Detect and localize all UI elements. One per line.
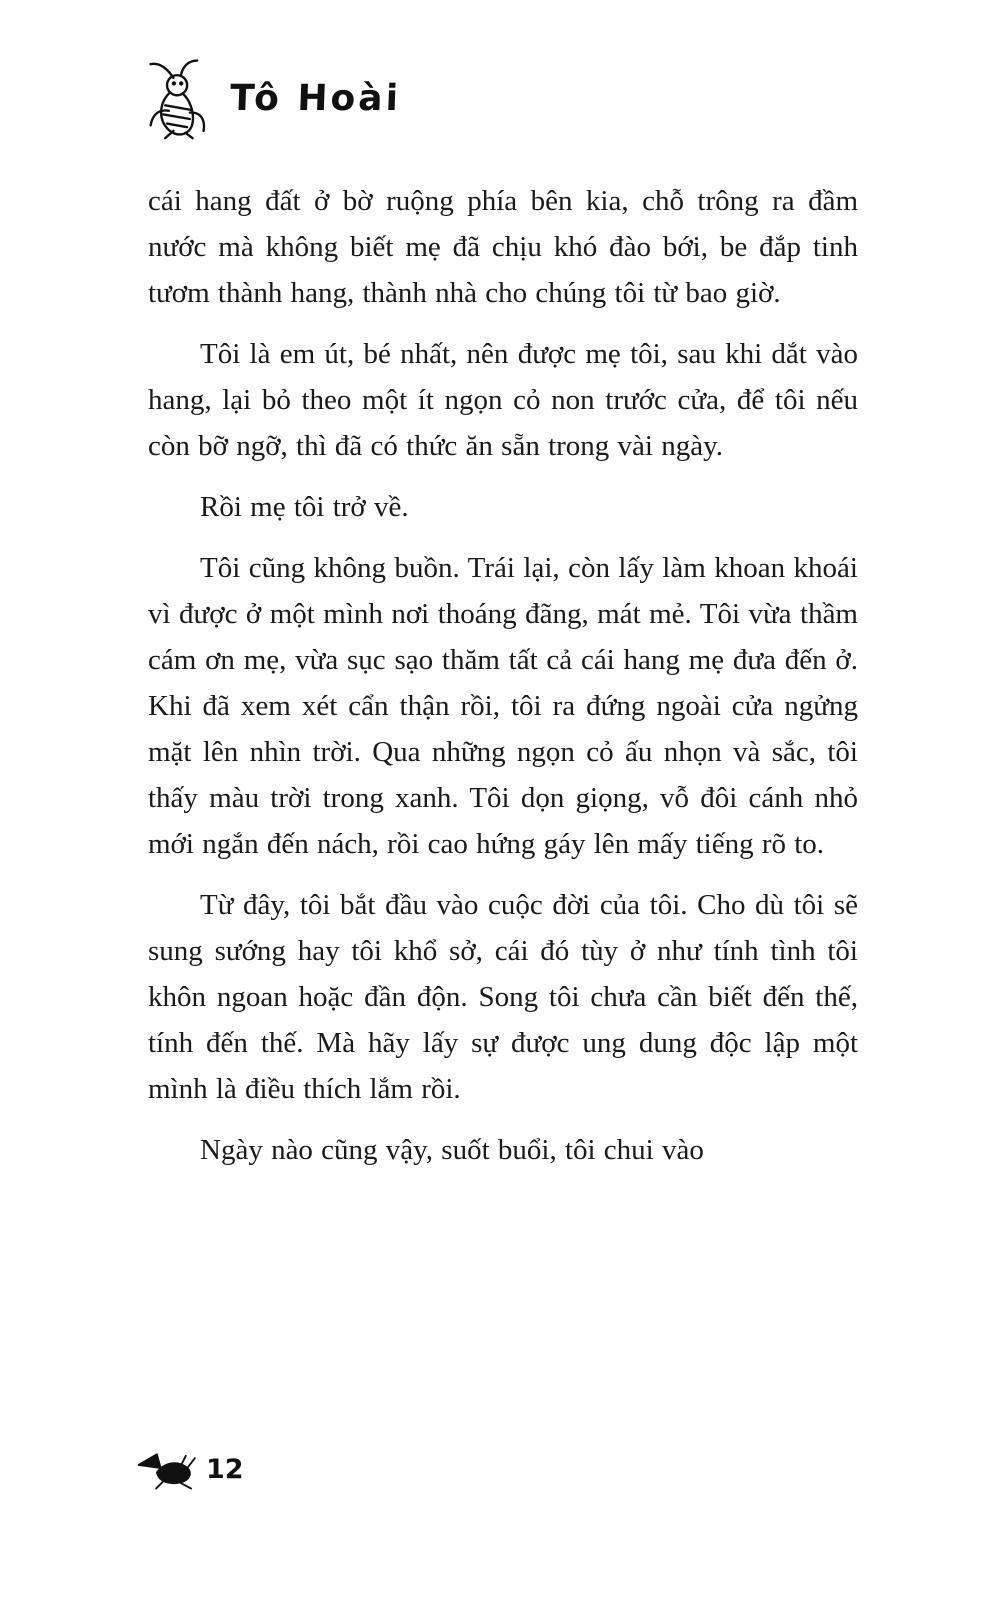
paragraph: Tôi cũng không buồn. Trái lại, còn lấy làm khoan khoái vì được ở một mình nơi thoáng đãng, mát mẻ. Tôi vừa thầm cám ơn mẹ, vừa sục sạo thăm tất cả cái hang mẹ đưa đến ở. Khi đã xem xét cẩn thận rồi, tôi ra đứng ngoài cửa ngửng mặt lên nhìn trời. Qua những ngọn cỏ ấu nhọn và sắc, tôi thấy màu trời trong xanh. Tôi dọn giọng, vỗ đôi cánh nhỏ mới ngắn đến nách, rồi cao hứng gáy lên mấy tiếng rõ to. — [148, 552, 858, 860]
paragraph: Rồi mẹ tôi trở về. — [200, 491, 409, 523]
page-body — [148, 178, 858, 1188]
paragraph: Tôi là em út, bé nhất, nên được mẹ tôi, sau khi dắt vào hang, lại bỏ theo một ít ngọn cỏ non trước cửa, để tôi nếu còn bỡ ngỡ, thì đã có thức ăn sẵn trong vài ngày. — [148, 338, 858, 462]
page-footer — [134, 1448, 244, 1491]
cricket-icon — [146, 56, 210, 140]
page-header — [146, 56, 401, 140]
cricket-footer-icon — [134, 1448, 198, 1491]
paragraph: Ngày nào cũng vậy, suốt buổi, tôi chui vào — [200, 1134, 704, 1166]
paragraph: Từ đây, tôi bắt đầu vào cuộc đời của tôi. Cho dù tôi sẽ sung sướng hay tôi khổ sở, cái đó tùy ở như tính tình tôi khôn ngoan hoặc đần độn. Song tôi chưa cần biết đến thế, tính đến thế. Mà hãy lấy sự được ung dung độc lập một mình là điều thích lắm rồi. — [148, 889, 858, 1105]
author-name: Tô Hoài — [229, 77, 402, 119]
page-number: 12 — [206, 1454, 244, 1485]
paragraph: cái hang đất ở bờ ruộng phía bên kia, chỗ trông ra đầm nước mà không biết mẹ đã chịu khó đào bới, be đắp tinh tươm thành hang, thành nhà cho chúng tôi từ bao giờ. — [148, 185, 858, 309]
